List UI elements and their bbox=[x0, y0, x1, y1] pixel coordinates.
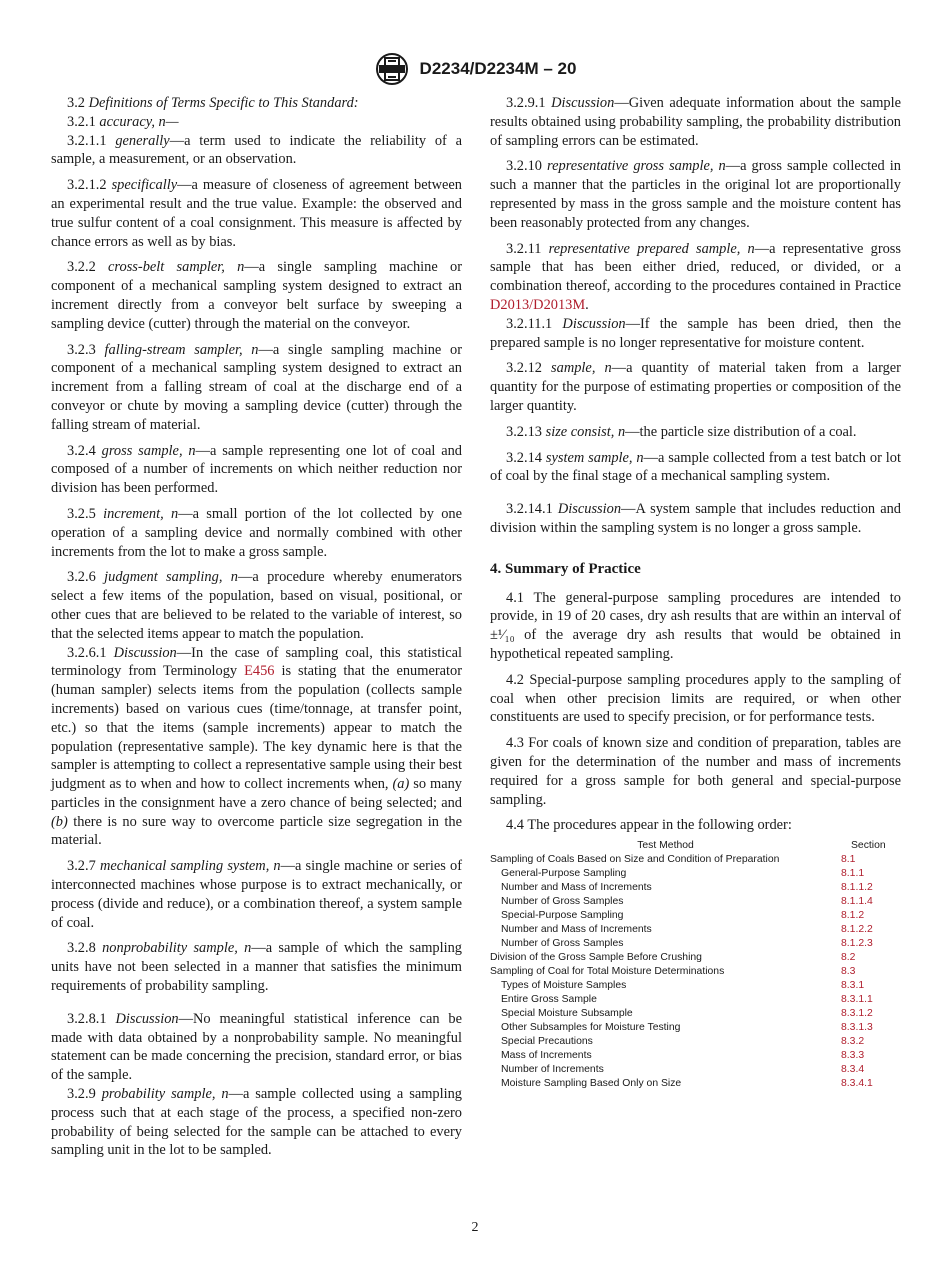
definition-3-2-3: 3.2.3 falling-stream sampler, n—a single sampling machine or component of a mechanical sampling system designed to extract an increment from a falling stream of coal at the discharge end of a conveyor or chute by moving a sampling device (cutter) through the falling stream of material. bbox=[51, 341, 462, 433]
section-link[interactable]: 8.3.4 bbox=[841, 1064, 865, 1076]
table-row bbox=[490, 1021, 901, 1035]
reference-link-e456[interactable]: E456 bbox=[244, 663, 275, 680]
test-method-cell: Types of Moisture Samples bbox=[501, 980, 627, 992]
page-number: 2 bbox=[471, 1220, 479, 1235]
astm-logo-icon bbox=[374, 52, 410, 86]
test-method-cell: Number and Mass of Increments bbox=[501, 924, 652, 936]
paragraph-4-4: 4.4 The procedures appear in the following order: bbox=[506, 817, 792, 834]
section-link[interactable]: 8.2 bbox=[841, 952, 856, 964]
definition-3-2-7: 3.2.7 mechanical sampling system, n—a single machine or series of interconnected machines whose purpose is to extract mechanically, or process (divide and reduce), or a combination thereof, a system sample of coal. bbox=[51, 858, 462, 931]
test-method-cell: Special Precautions bbox=[501, 1036, 593, 1048]
test-method-cell: Entire Gross Sample bbox=[501, 994, 597, 1006]
test-method-cell: Sampling of Coals Based on Size and Condition of Preparation bbox=[490, 854, 780, 866]
test-method-cell: Number of Gross Samples bbox=[501, 938, 624, 950]
test-method-cell: Mass of Increments bbox=[501, 1050, 592, 1062]
definition-3-2-1-2: 3.2.1.2 specifically—a measure of closeness of agreement between an experimental result and the true value. Example: the observed and true sulfur content of a coal consignment. This measure is affected by chance errors as well as by bias. bbox=[51, 177, 462, 250]
section-link[interactable]: 8.3.3 bbox=[841, 1050, 865, 1062]
definition-3-2-8: 3.2.8 nonprobability sample, n—a sample of which the sampling units have not been selected in a manner that satisfies the minimum requirements of probability sampling. bbox=[51, 940, 462, 995]
definition-3-2-2: 3.2.2 cross-belt sampler, n—a single sampling machine or component of a mechanical sampling system designed to extract an increment directly from a conveyor belt surface by sweeping a sampling device (cutter) through the material on the conveyor. bbox=[51, 259, 462, 332]
test-method-cell: Number of Gross Samples bbox=[501, 896, 624, 908]
table-row bbox=[490, 1049, 901, 1063]
definition-3-2-14-1: 3.2.14.1 Discussion—A system sample that includes reduction and division within the sampling system is no longer a gross sample. bbox=[490, 501, 901, 536]
section-link[interactable]: 8.3.1.3 bbox=[841, 1022, 873, 1034]
definition-3-2-5: 3.2.5 increment, n—a small portion of the lot collected by one operation of a sampling device and normally combined with other increments from the lot to make a gross sample. bbox=[51, 505, 462, 560]
definition-3-2: 3.2 Definitions of Terms Specific to This Standard: bbox=[67, 95, 359, 111]
test-method-cell: Division of the Gross Sample Before Crushing bbox=[490, 952, 702, 964]
definition-3-2-12: 3.2.12 sample, n—a quantity of material taken from a larger quantity for the purpose of estimating properties or composition of the larger quantity. bbox=[490, 360, 901, 414]
column-header-section: Section bbox=[851, 840, 886, 852]
test-method-cell: Special Moisture Subsample bbox=[501, 1008, 633, 1020]
table-row bbox=[490, 867, 901, 881]
table-row bbox=[490, 979, 901, 993]
page-header bbox=[0, 52, 950, 86]
test-method-cell: Sampling of Coal for Total Moisture Determinations bbox=[490, 966, 725, 978]
section-link[interactable]: 8.3.1.1 bbox=[841, 994, 873, 1006]
table-row bbox=[490, 923, 901, 937]
section-link[interactable]: 8.3.4.1 bbox=[841, 1078, 873, 1090]
test-method-cell: Other Subsamples for Moisture Testing bbox=[501, 1022, 681, 1034]
section-link[interactable]: 8.3.1.2 bbox=[841, 1008, 873, 1020]
definition-3-2-1: 3.2.1 accuracy, n— bbox=[67, 113, 179, 130]
definition-3-2-1-1: 3.2.1.1 generally—a term used to indicate the reliability of a sample, a measurement, or an observation. bbox=[51, 132, 462, 168]
section-link[interactable]: 8.1.2.3 bbox=[841, 938, 873, 950]
test-method-cell: Number and Mass of Increments bbox=[501, 882, 652, 894]
table-row bbox=[490, 1035, 901, 1049]
table-row bbox=[490, 853, 901, 867]
table-row bbox=[490, 895, 901, 909]
table-row bbox=[490, 951, 901, 965]
test-method-cell: Special-Purpose Sampling bbox=[501, 910, 624, 922]
definition-3-2-10: 3.2.10 representative gross sample, n—a gross sample collected in such a manner that the particles in the original lot are proportionally represented by mass in the gross sample and the moisture content has been reasonably protected from any changes. bbox=[490, 158, 901, 231]
definition-3-2-8-1: 3.2.8.1 Discussion—No meaningful statistical inference can be made with data obtained by a nonprobability sample. No meaningful statement can be made concerning the precision, standard error, or bias of the sample. bbox=[51, 1010, 462, 1084]
column-header-test-method: Test Method bbox=[637, 840, 694, 852]
document-id: D2234/D2234M – 20 bbox=[419, 59, 577, 78]
table-row bbox=[490, 993, 901, 1007]
definition-3-2-9-1: 3.2.9.1 Discussion—Given adequate information about the sample results obtained using probability sampling, the probability distribution of sampling errors can be estimated. bbox=[490, 95, 902, 149]
section-link[interactable]: 8.1.2 bbox=[841, 910, 865, 922]
section-link[interactable]: 8.3.2 bbox=[841, 1036, 865, 1048]
definition-3-2-13: 3.2.13 size consist, n—the particle size distribution of a coal. bbox=[506, 423, 857, 440]
section-heading-summary: 4. Summary of Practice bbox=[490, 560, 641, 577]
paragraph-4-1: 4.1 The general-purpose sampling procedures are intended to provide, in 19 of 20 cases, dry ash results that are within an interval of ±¹⁄₁₀ of the average dry ash results that would be obtained in hypothetical repeated sampling. bbox=[490, 589, 901, 662]
section-link[interactable]: 8.1.1.2 bbox=[841, 882, 873, 894]
definition-3-2-6-1: 3.2.6.1 Discussion—In the case of sampling coal, this statistical terminology from Terminology E456 is stating that the enumerator (human sampler) selects items from the population (collects sample increments) based on various cues (time/tonnage, at transfer point, etc.) so that the items (sample increments) appear to match the population (representative sample). The key dynamic here is that the sampler is attempting to collect a representative sample using their best judgment as to when and how to collect increments when, (a) so many particles in the consignment have a zero chance of being selected; and (b) there is no sure way to overcome particle size segregation in the material. bbox=[51, 644, 462, 849]
paragraph-4-3: 4.3 For coals of known size and condition of preparation, tables are given for the determination of the number and mass of increments required for a gross sample for both general and special-purpose sampling. bbox=[490, 735, 901, 808]
reference-link-d2013[interactable]: D2013/D2013M bbox=[490, 296, 586, 313]
section-link[interactable]: 8.3.1 bbox=[841, 980, 865, 992]
table-row bbox=[490, 881, 901, 895]
section-link[interactable]: 8.1.2.2 bbox=[841, 924, 873, 936]
definition-3-2-11-1: 3.2.11.1 Discussion—If the sample has been dried, then the prepared sample is no longer representative for moisture content. bbox=[490, 315, 901, 351]
definition-3-2-14: 3.2.14 system sample, n—a sample collected from a test batch or lot of coal by the final stage of a mechanical sampling system. bbox=[490, 449, 901, 485]
procedures-table bbox=[490, 839, 901, 1091]
test-method-cell: Number of Increments bbox=[501, 1064, 604, 1076]
paragraph-4-2: 4.2 Special-purpose sampling procedures apply to the sampling of coal when other precision limits are required, or when other constituents are used to specify precision, or for performance tests. bbox=[490, 671, 901, 726]
definition-3-2-4: 3.2.4 gross sample, n—a sample representing one lot of coal and composed of a number of increments on which neither reduction nor division has been performed. bbox=[51, 442, 462, 497]
table-row bbox=[490, 909, 901, 923]
section-link[interactable]: 8.1.1.4 bbox=[841, 896, 873, 908]
section-link[interactable]: 8.1 bbox=[841, 854, 856, 866]
test-method-cell: General-Purpose Sampling bbox=[501, 868, 627, 880]
table-row bbox=[490, 1063, 901, 1077]
section-link[interactable]: 8.1.1 bbox=[841, 868, 865, 880]
table-row bbox=[490, 1077, 901, 1091]
right-column bbox=[490, 94, 901, 1091]
table-row bbox=[490, 965, 901, 979]
definition-3-2-9: 3.2.9 probability sample, n—a sample collected using a sampling process such that at each stage of the process, a specified non-zero probability of being selected for the sample can be attached to every sampling unit in the lot to be sampled. bbox=[51, 1086, 462, 1159]
definition-3-2-11: 3.2.11 representative prepared sample, n—a representative gross sample that has been either dried, reduced, or divided, or a combination thereof, according to the procedures contained in Practice D2013/D2013M. bbox=[490, 240, 902, 313]
table-row bbox=[490, 1007, 901, 1021]
definition-3-2-6: 3.2.6 judgment sampling, n—a procedure whereby enumerators select a few items of the population, based on visual, positional, or other cues that are believed to be related to the variable of interest, so that the selected items appear to match the population. bbox=[51, 569, 462, 642]
left-column bbox=[51, 94, 462, 1167]
table-row bbox=[490, 937, 901, 951]
test-method-cell: Moisture Sampling Based Only on Size bbox=[501, 1078, 682, 1090]
section-link[interactable]: 8.3 bbox=[841, 966, 856, 978]
